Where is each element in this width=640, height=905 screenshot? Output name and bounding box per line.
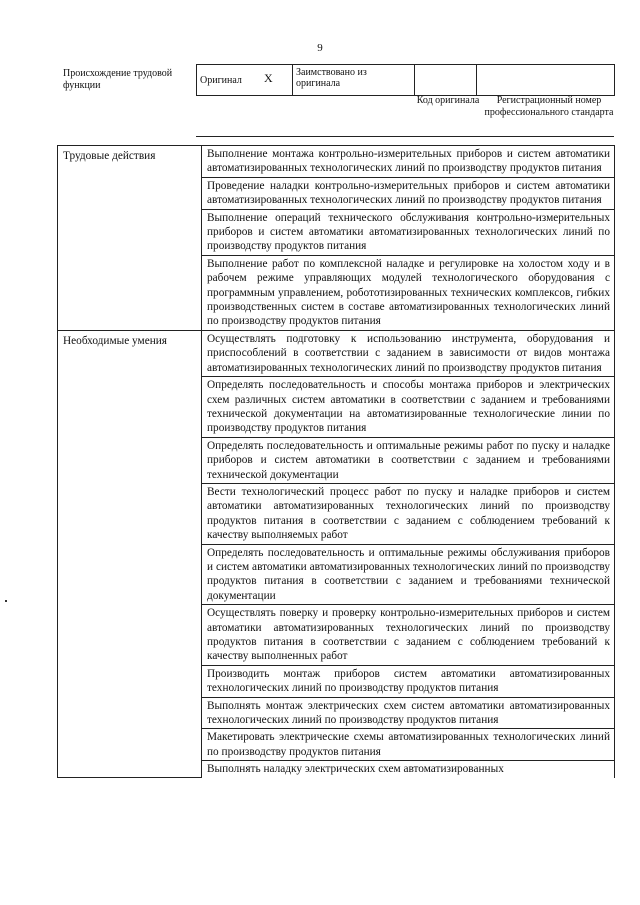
table-row xyxy=(58,330,615,376)
borrowed-label: Заимствовано из оригинала xyxy=(296,67,367,89)
list-item: Определять последовательность и способы монтажа приборов и электрических схем различных систем автоматики в соответствии с заданием и требованиями технической документации на автоматизированные технологические линии по производству продуктов питания xyxy=(202,377,615,438)
list-item: Выполнять монтаж электрических схем систем автоматики автоматизированных технологических линий по производству продуктов питания xyxy=(202,697,615,729)
original-cell xyxy=(197,65,293,96)
section-title: Трудовые действия xyxy=(58,146,202,331)
code-cell xyxy=(415,65,477,96)
code-caption: Код оригинала xyxy=(416,95,480,106)
margin-mark xyxy=(5,600,7,602)
list-item: Вести технологический процесс работ по пуску и наладке приборов и систем автоматики автоматизированных технологических линий по производству продуктов питания в соответствии с заданием с соблюдением требований к качеству выполняемых работ xyxy=(202,483,615,544)
borrowed-cell xyxy=(293,65,415,96)
list-item: Выполнение монтажа контрольно-измерительных приборов и систем автоматики автоматизированных технологических линий по производству продуктов питания xyxy=(202,146,615,178)
list-item: Выполнять наладку электрических схем автоматизированных xyxy=(202,761,615,778)
function-table xyxy=(57,145,615,778)
origin-table xyxy=(196,64,615,96)
list-item: Выполнение работ по комплексной наладке и регулировке на холостом ходу и в рабочем режиме управляющих модулей технологического оборудования с программным управлением, робототизированных технических комплексов, гибких производственных систем в составе автоматизированных технологических линий по производству продуктов питания xyxy=(202,255,615,330)
list-item: Осуществлять поверку и проверку контрольно-измерительных приборов и систем автоматики автоматизированных технологических линий по производству продуктов питания в соответствии с заданием с соблюдением требований к качеству выполненных работ xyxy=(202,605,615,666)
list-item: Макетировать электрические схемы автоматизированных технологических линий по производству продуктов питания xyxy=(202,729,615,761)
list-item: Определять последовательность и оптимальные режимы работ по пуску и наладке приборов и систем автоматики в соответствии с заданием и требованиями технической документации xyxy=(202,437,615,483)
original-label: Оригинал xyxy=(200,74,242,86)
list-item: Осуществлять подготовку к использованию инструмента, оборудования и приспособлений в соответствии с заданием в зависимости от видов монтажа автоматизированных технологических линий по производству продуктов питания xyxy=(202,330,615,376)
page-number: 9 xyxy=(317,42,323,54)
section-title: Необходимые умения xyxy=(58,330,202,777)
divider-line xyxy=(196,136,614,137)
original-mark: X xyxy=(264,71,273,85)
table-row xyxy=(58,146,615,178)
list-item: Выполнение операций технического обслуживания контрольно-измерительных приборов и систем автоматики автоматизированных технологических линий по производству продуктов питания xyxy=(202,209,615,255)
origin-label: Происхождение трудовой функции xyxy=(63,68,173,91)
reg-number-caption: Регистрационный номер профессионального стандарта xyxy=(484,95,614,118)
reg-number-cell xyxy=(477,65,615,96)
list-item: Производить монтаж приборов систем автоматики автоматизированных технологических линий по производству продуктов питания xyxy=(202,665,615,697)
list-item: Проведение наладки контрольно-измерительных приборов и систем автоматики автоматизированных технологических линий по производству продуктов питания xyxy=(202,177,615,209)
list-item: Определять последовательность и оптимальные режимы обслуживания приборов и систем автоматики автоматизированных технологических линий по производству продуктов питания в соответствии с заданием и требованиями технической документации xyxy=(202,544,615,605)
